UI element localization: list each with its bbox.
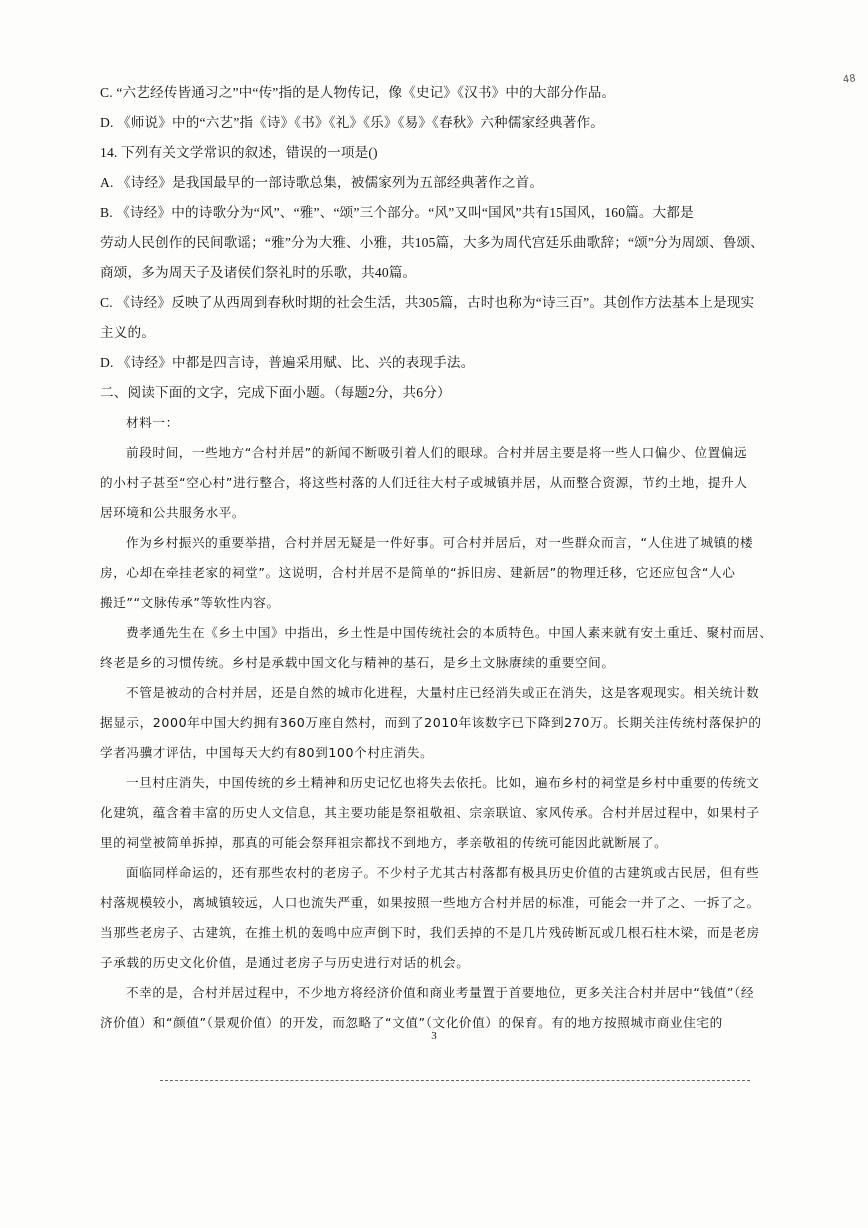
paragraph-line: 居环境和公共服务水平。 <box>100 505 246 520</box>
material-paragraph <box>100 978 768 1038</box>
material-paragraph <box>100 438 768 528</box>
question-line: 商颂，多为周天子及诸侯们祭礼时的乐歌，共40篇。 <box>100 265 417 280</box>
paragraph-line: 里的祠堂被简单拆掉，那真的可能会祭拜祖宗都找不到地方，孝亲敬祖的传统可能因此就断展了。 <box>100 835 668 850</box>
paragraph-line: 村落规模较小，离城镇较远，人口也流失严重，如果按照一些地方合村并居的标准，可能会一并了之、一拆了之。 <box>100 895 760 910</box>
paragraph-line: 费孝通先生在《乡土中国》中指出，乡土性是中国传统社会的本质特色。中国人素来就有安土重迁、聚村而居、 <box>126 625 773 640</box>
paragraph-line: 不幸的是，合村并居过程中，不少地方将经济价值和商业考量置于首要地位，更多关注合村并居中“钱值”（经 <box>126 985 755 1000</box>
page-content <box>100 78 773 1038</box>
material-paragraph <box>100 528 768 618</box>
question-line: A. 《诗经》是我国最早的一部诗歌总集，被儒家列为五部经典著作之首。 <box>100 175 544 190</box>
material-paragraph <box>100 678 768 768</box>
footer-rule <box>160 1080 750 1081</box>
material-title: 材料一： <box>126 415 179 430</box>
paragraph-line: 的小村子甚至“空心村”进行整合，将这些村落的人们迁往大村子或城镇并居，从而整合资源，节约土地，提升人 <box>100 475 748 490</box>
paragraph-line: 一旦村庄消失，中国传统的乡土精神和历史记忆也将失去依托。比如，遍布乡村的祠堂是乡村中重要的传统文 <box>126 775 760 790</box>
question-section <box>100 78 768 408</box>
question-line: D. 《诗经》中都是四言诗，普遍采用赋、比、兴的表现手法。 <box>100 355 475 370</box>
paragraph-line: 化建筑，蕴含着丰富的历史人文信息，其主要功能是祭祖敬祖、宗亲联谊、家风传承。合村并居过程中，如果村子 <box>100 805 760 820</box>
question-line: C. “六艺经传皆通习之”中“传”指的是人物传记，像《史记》《汉书》中的大部分作品。 <box>100 85 616 100</box>
material-paragraph <box>100 618 773 678</box>
question-line: B. 《诗经》中的诗歌分为“风”、“雅”、“颂”三个部分。“风”又叫“国风”共有15国风，160篇。大都是 <box>100 205 694 220</box>
paragraph-line: 济价值）和“颜值”（景观价值）的开发，而忽略了“文值”（文化价值）的保育。有的地方按照城市商业住宅的 <box>100 1015 723 1030</box>
question-line: 二、阅读下面的文字，完成下面小题。（每题2分，共6分） <box>100 385 451 400</box>
paragraph-line: 前段时间，一些地方“合村并居”的新闻不断吸引着人们的眼球。合村并居主要是将一些人口偏少、位置偏远 <box>126 445 748 460</box>
corner-mark: 48 <box>842 73 857 86</box>
paragraph-line: 房，心却在牵挂老家的祠堂”。这说明，合村并居不是简单的“拆旧房、建新居”的物理迁移，它还应包含“人心 <box>100 565 736 580</box>
question-line: 主义的。 <box>100 325 155 340</box>
paragraph-line: 子承载的历史文化价值，是通过老房子与历史进行对话的机会。 <box>100 955 470 970</box>
paragraph-line: 搬迁”“文脉传承”等软性内容。 <box>100 595 280 610</box>
paragraph-line: 当那些老房子、古建筑，在推土机的轰鸣中应声倒下时，我们丢掉的不是几片残砖断瓦或几根石柱木梁，而是老房 <box>100 925 760 940</box>
paragraph-line: 终老是乡的习惯传统。乡村是承载中国文化与精神的基石，是乡土文脉赓续的重要空间。 <box>100 655 615 670</box>
question-line: D. 《师说》中的“六艺”指《诗》《书》《礼》《乐》《易》《春秋》六种儒家经典著作。 <box>100 115 604 130</box>
page-number: 3 <box>431 1030 437 1042</box>
question-line: 14. 下列有关文学常识的叙述，错误的一项是() <box>100 145 378 160</box>
paragraph-line: 据显示，2000年中国大约拥有360万座自然村，而到了2010年该数字已下降到270万。长期关注传统村落保护的 <box>100 715 762 730</box>
paragraph-line: 不管是被动的合村并居，还是自然的城市化进程，大量村庄已经消失或正在消失，这是客观现实。相关统计数 <box>126 685 760 700</box>
paragraph-line: 学者冯骥才评估，中国每天大约有80到100个村庄消失。 <box>100 745 434 760</box>
material-paragraph <box>100 858 768 978</box>
material-body <box>100 438 773 1038</box>
paragraph-line: 作为乡村振兴的重要举措，合村并居无疑是一件好事。可合村并居后，对一些群众而言，“人住进了城镇的楼 <box>126 535 754 550</box>
question-line: 劳动人民创作的民间歌谣；“雅”分为大雅、小雅，共105篇，大多为周代宫廷乐曲歌辞；“颂”分为周颂、鲁颂、 <box>100 235 765 250</box>
material-paragraph <box>100 768 768 858</box>
question-line: C. 《诗经》反映了从西周到春秋时期的社会生活，共305篇，古时也称为“诗三百”。其创作方法基本上是现实 <box>100 295 755 310</box>
paragraph-line: 面临同样命运的，还有那些农村的老房子。不少村子尤其古村落都有极具历史价值的古建筑或古民居，但有些 <box>126 865 760 880</box>
